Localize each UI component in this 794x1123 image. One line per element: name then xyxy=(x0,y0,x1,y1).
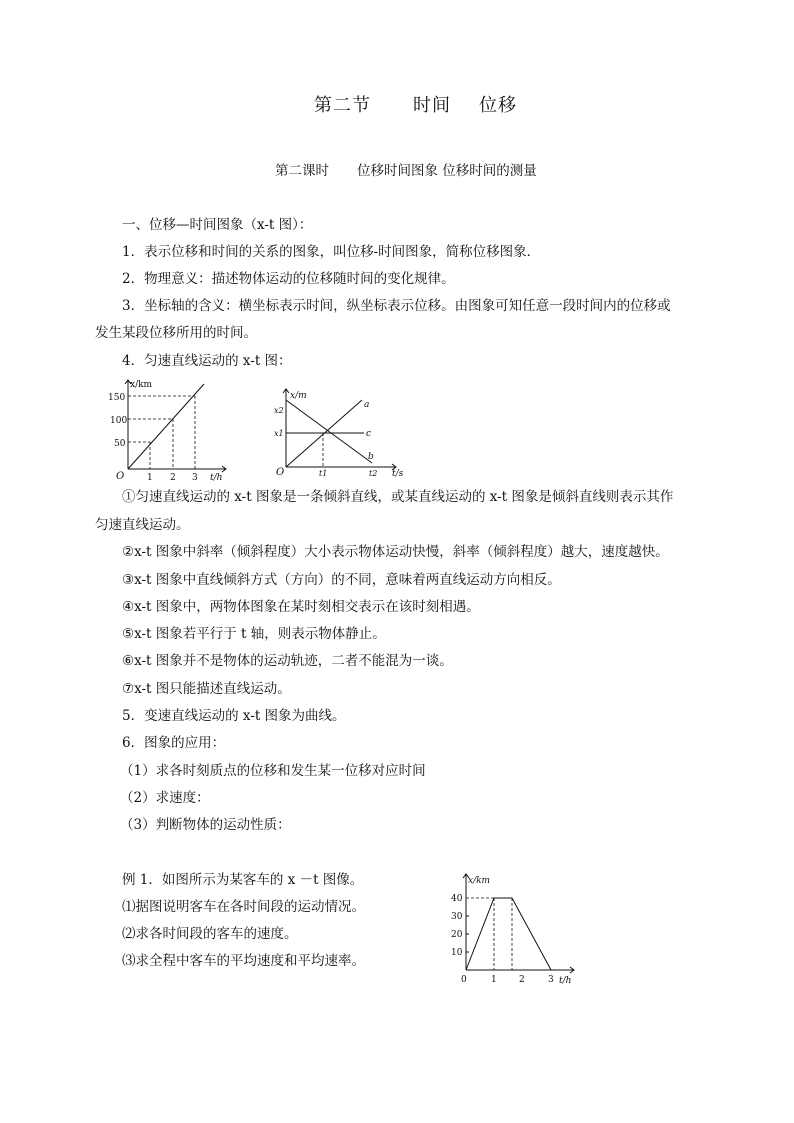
y-tick-label: 20 xyxy=(451,930,463,940)
property-7: ⑦x-t 图只能描述直线运动。 xyxy=(122,681,291,697)
line-label-b: b xyxy=(368,452,374,462)
point-4: 4．匀速直线运动的 x-t 图： xyxy=(122,353,292,369)
x-tick-label: 2 xyxy=(519,975,525,985)
example-subquestion-1: ⑴据图说明客车在各时间段的运动情况。 xyxy=(122,899,365,915)
heading-xt-graph: 一、位移—时间图象（x-t 图）： xyxy=(122,217,313,233)
y-tick-label: 100 xyxy=(110,416,128,426)
subtitle-lesson: 第二课时 xyxy=(275,163,329,179)
graph-uniform-motion-km xyxy=(108,374,238,482)
property-6: ⑥x-t 图象并不是物体的运动轨迹，二者不能混为一谈。 xyxy=(122,653,453,669)
y-tick-label: x2 xyxy=(274,406,284,415)
title-displacement: 位移 xyxy=(479,95,517,116)
title-section: 第二节 xyxy=(314,95,371,116)
x-axis-label: t/s xyxy=(392,469,404,479)
property-5: ⑤x-t 图象若平行于 t 轴，则表示物体静止。 xyxy=(122,626,386,642)
graph-bus-motion xyxy=(446,868,586,990)
title-time: 时间 xyxy=(413,95,451,116)
y-tick-label: 50 xyxy=(114,439,126,449)
application-2: （2）求速度： xyxy=(120,790,210,806)
property-2: ②x-t 图象中斜率（倾斜程度）大小表示物体运动快慢，斜率（倾斜程度）越大，速度越快。 xyxy=(122,544,669,560)
property-3: ③x-t 图象中直线倾斜方式（方向）的不同，意味着两直线运动方向相反。 xyxy=(122,572,561,588)
subtitle-topic: 位移时间图象 位移时间的测量 xyxy=(357,163,537,179)
origin-label: O xyxy=(276,467,285,478)
x-tick-label: t2 xyxy=(369,469,378,478)
y-tick-label: 40 xyxy=(451,894,463,904)
y-axis-label: x/km xyxy=(468,876,491,886)
example-subquestion-3: ⑶求全程中客车的平均速度和平均速率。 xyxy=(122,953,365,969)
property-1-line1: ①匀速直线运动的 x-t 图象是一条倾斜直线，或某直线运动的 x-t 图象是倾斜直线则表示其作 xyxy=(122,489,674,505)
point-1: 1．表示位移和时间的关系的图象，叫位移-时间图象，简称位移图象． xyxy=(122,244,541,260)
point-3-line1: 3．坐标轴的含义：横坐标表示时间，纵坐标表示位移。由图象可知任意一段时间内的位移或 xyxy=(122,298,671,314)
x-tick-label: 3 xyxy=(548,975,554,985)
point-6: 6．图象的应用： xyxy=(122,735,226,751)
graph-three-lines xyxy=(268,383,418,481)
x-tick-label: 1 xyxy=(147,473,153,482)
point-5: 5．变速直线运动的 x-t 图象为曲线。 xyxy=(122,708,346,724)
x-tick-label: t1 xyxy=(319,469,328,478)
line-label-a: a xyxy=(364,400,370,410)
application-3: （3）判断物体的运动性质： xyxy=(120,817,291,833)
y-tick-label: 150 xyxy=(108,393,126,403)
line-b xyxy=(286,400,372,463)
x-axis-label: t/h xyxy=(559,976,572,986)
example-subquestion-2: ⑵求各时间段的客车的速度。 xyxy=(122,926,298,942)
x-axis-label: t/h xyxy=(210,473,223,482)
property-1-line2: 匀速直线运动。 xyxy=(95,517,190,533)
y-axis-label: x/m xyxy=(290,391,307,401)
x-tick-label: 3 xyxy=(192,473,198,482)
data-line xyxy=(128,384,204,469)
x-tick-label: 2 xyxy=(170,473,176,482)
y-axis-label: x/km xyxy=(130,380,153,390)
y-tick-label: x1 xyxy=(274,429,284,438)
origin-label: 0 xyxy=(461,975,467,985)
line-label-c: c xyxy=(366,429,372,439)
y-tick-label: 30 xyxy=(451,912,463,922)
origin-label: O xyxy=(116,471,125,482)
example-question: 例 1．如图所示为某客车的 x －t 图像。 xyxy=(122,872,364,888)
page-title xyxy=(314,97,517,115)
x-tick-label: 1 xyxy=(491,975,497,985)
application-1: （1）求各时刻质点的位移和发生某一位移对应时间 xyxy=(120,763,426,779)
y-tick-label: 10 xyxy=(451,948,463,958)
subtitle xyxy=(275,162,537,180)
property-4: ④x-t 图象中，两物体图象在某时刻相交表示在该时刻相遇。 xyxy=(122,599,480,615)
point-3-line2: 发生某段位移所用的时间。 xyxy=(95,325,257,341)
data-line xyxy=(466,898,551,970)
point-2: 2．物理意义：描述物体运动的位移随时间的变化规律。 xyxy=(122,271,455,287)
